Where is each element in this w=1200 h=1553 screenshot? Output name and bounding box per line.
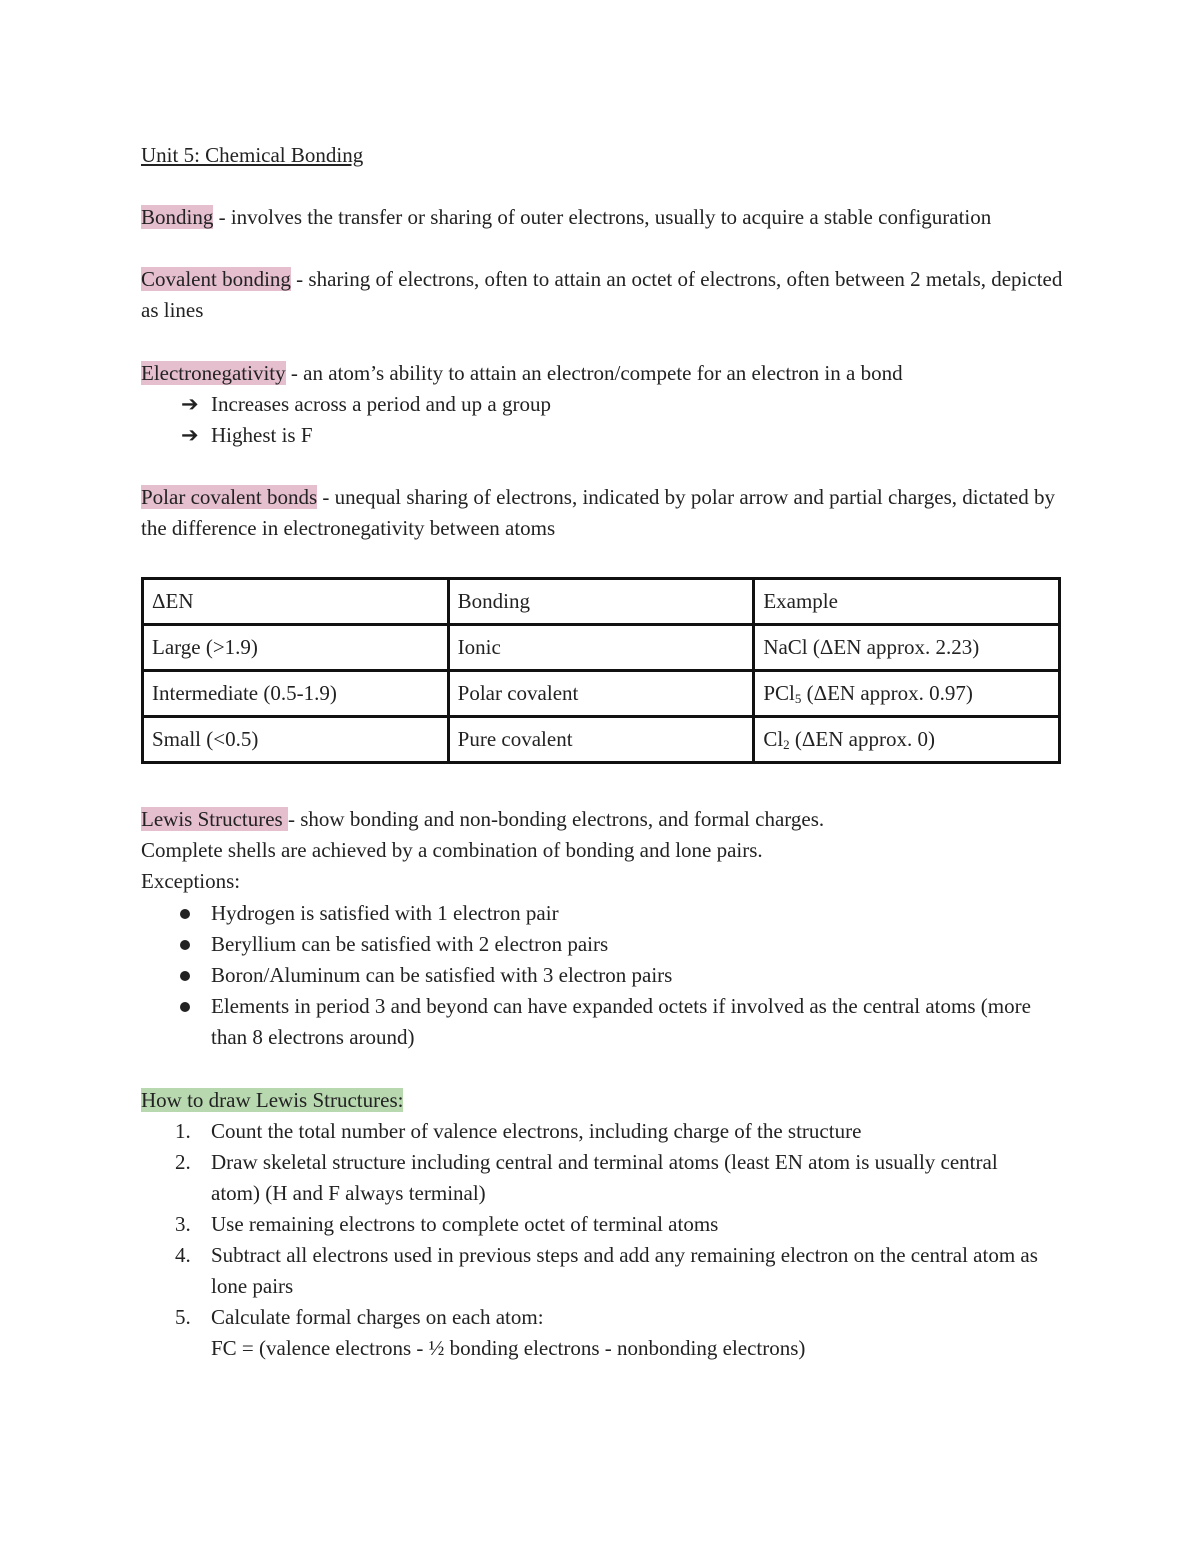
cell-en: Intermediate (0.5-1.9)	[143, 671, 449, 717]
list-item: 5. Calculate formal charges on each atom: FC = (valence electrons - ½ bonding electrons - nonbonding electrons)	[175, 1305, 806, 1360]
howto-heading-line	[141, 1085, 1071, 1116]
table-row	[143, 717, 1060, 763]
list-item: ➔ Increases across a period and up a group	[141, 389, 551, 420]
def-polar-covalent: - unequal sharing of electrons, indicated by polar arrow and partial charges, dictated by the difference in electronegativity between atoms	[141, 485, 1055, 540]
term-bonding: Bonding	[141, 205, 214, 229]
bullet-icon	[180, 1002, 190, 1012]
table-row	[143, 625, 1060, 671]
electronegativity-table	[141, 577, 1061, 764]
electronegativity-points	[141, 389, 551, 451]
definition-covalent	[141, 264, 1071, 326]
definition-lewis	[141, 804, 1071, 835]
cell-bonding: Ionic	[448, 625, 754, 671]
definition-bonding	[141, 202, 1071, 233]
list-item: 3. Use remaining electrons to complete octet of terminal atoms	[175, 1212, 719, 1236]
cell-example: $Cl_2$ (ΔEN approx. 0)	[754, 717, 1060, 763]
term-polar-covalent: Polar covalent bonds	[141, 485, 318, 509]
def-bonding: - involves the transfer or sharing of outer electrons, usually to acquire a stable configuration	[213, 205, 992, 229]
list-item: Hydrogen is satisfied with 1 electron pair	[141, 898, 1031, 929]
bullet-icon	[180, 971, 190, 981]
header-cell: Example	[754, 579, 1060, 625]
definition-electronegativity	[141, 358, 1071, 389]
formal-charge-formula: FC = (valence electrons - ½ bonding electrons - nonbonding electrons)	[211, 1336, 806, 1360]
list-item: 2. Draw skeletal structure including central and terminal atoms (least EN atom is usually central atom) (H and F always terminal)	[175, 1150, 998, 1205]
header-cell: Bonding	[448, 579, 754, 625]
cell-bonding: Pure covalent	[448, 717, 754, 763]
def-electronegativity: - an atom’s ability to attain an electron/compete for an electron in a bond	[285, 361, 903, 385]
cell-bonding: Polar covalent	[448, 671, 754, 717]
def-covalent: - sharing of electrons, often to attain an octet of electrons, often between 2 metals, depicted as lines	[141, 267, 1063, 322]
list-item: Elements in period 3 and beyond can have expanded octets if involved as the central atoms (more than 8 electrons around)	[141, 991, 1031, 1053]
list-item: 4. Subtract all electrons used in previous steps and add any remaining electron on the central atom as lone pairs	[175, 1243, 1038, 1298]
cell-en: Small (<0.5)	[143, 717, 449, 763]
list-item: Boron/Aluminum can be satisfied with 3 electron pairs	[141, 960, 1031, 991]
arrow-icon: ➔	[181, 392, 199, 416]
definition-polar-covalent	[141, 482, 1071, 544]
table-row	[143, 671, 1060, 717]
lewis-line2: Complete shells are achieved by a combination of bonding and lone pairs.	[141, 838, 763, 862]
term-lewis: Lewis Structures	[141, 807, 288, 831]
exceptions-label: Exceptions:	[141, 869, 241, 893]
arrow-icon: ➔	[181, 423, 199, 447]
table-header-row	[143, 579, 1060, 625]
bullet-icon	[180, 940, 190, 950]
bullet-icon	[180, 909, 190, 919]
cell-example: NaCl (ΔEN approx. 2.23)	[754, 625, 1060, 671]
def-lewis: - show bonding and non-bonding electrons, and formal charges.	[287, 807, 825, 831]
exceptions-list	[141, 898, 1031, 1053]
cell-en: Large (>1.9)	[143, 625, 449, 671]
list-item: ➔ Highest is F	[141, 420, 551, 451]
list-item: 1. Count the total number of valence electrons, including charge of the structure	[175, 1119, 862, 1143]
page-title: Unit 5: Chemical Bonding	[141, 143, 364, 167]
header-cell: ΔEN	[143, 579, 449, 625]
term-electronegativity: Electronegativity	[141, 361, 286, 385]
howto-heading: How to draw Lewis Structures:	[141, 1088, 404, 1112]
list-item: Beryllium can be satisfied with 2 electron pairs	[141, 929, 1031, 960]
howto-steps	[141, 1116, 1041, 1364]
term-covalent: Covalent bonding	[141, 267, 291, 291]
cell-example: PCl$_5$ (ΔEN approx. 0.97)	[754, 671, 1060, 717]
